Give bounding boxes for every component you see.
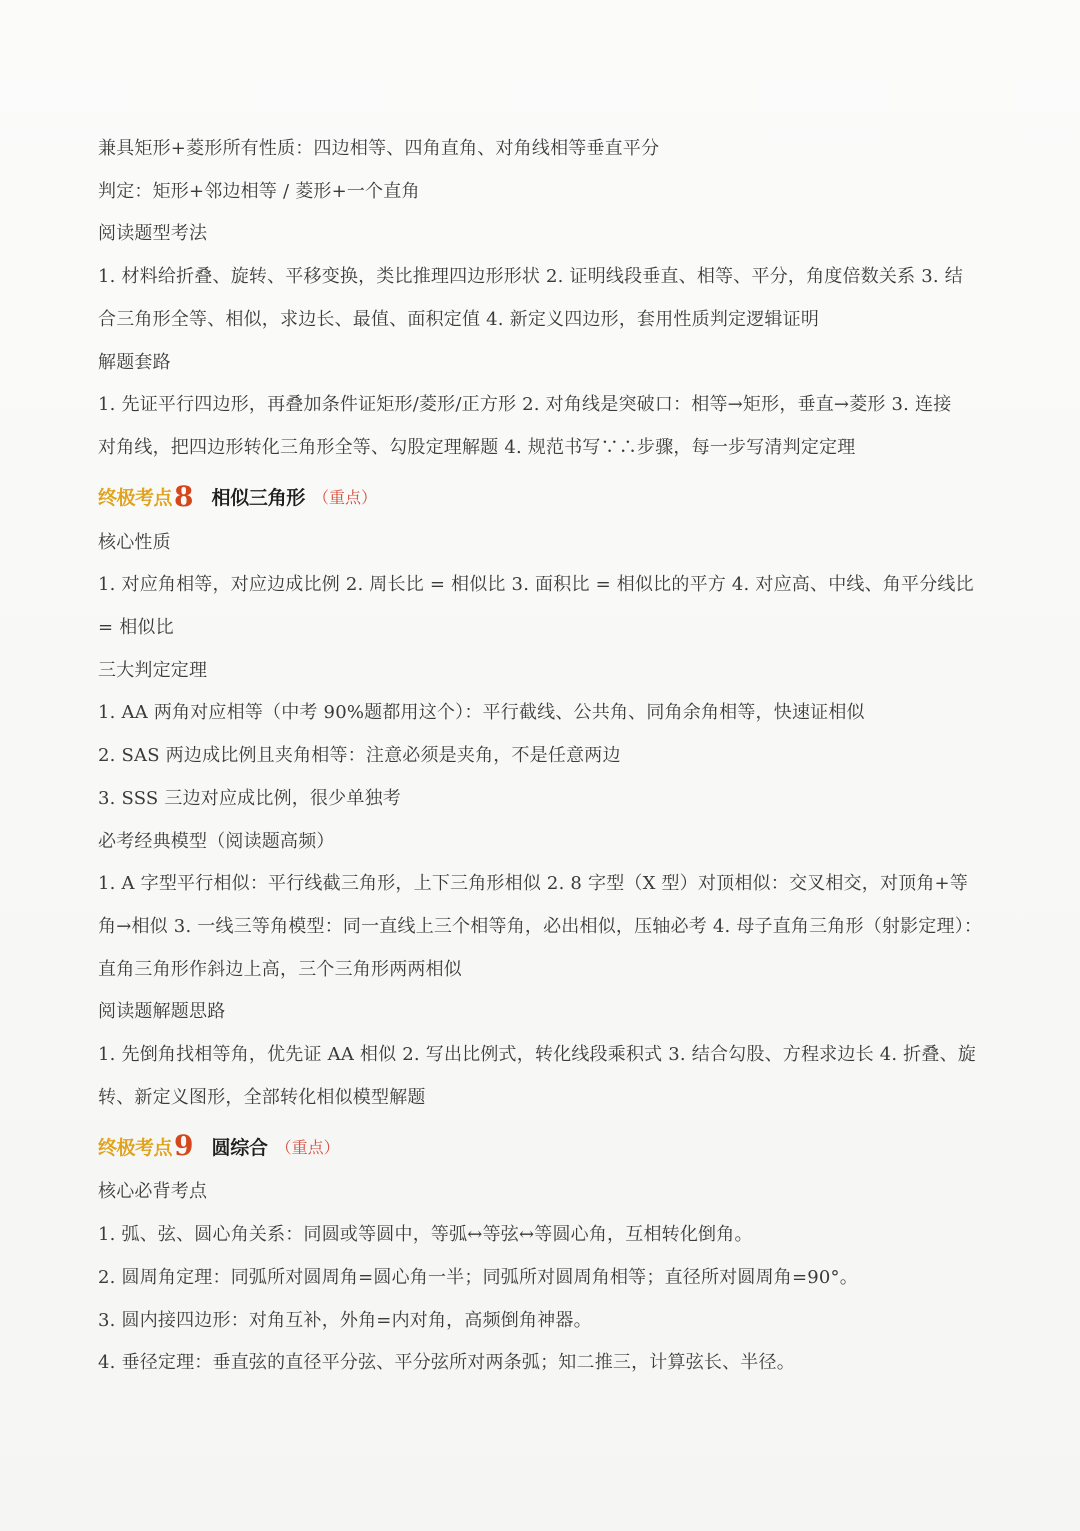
text-line: 角→相似 3. 一线三等角模型：同一直线上三个相等角，必出相似，压轴必考 4. 母子直角三角形（射影定理）： <box>98 915 983 937</box>
subheading: 阅读题型考法 <box>98 223 208 245</box>
text-line: 1. 先倒角找相等角，优先证 AA 相似 2. 写出比例式，转化线段乘积式 3. 结合勾股、方程求边长 4. 折叠、旋 <box>98 1044 976 1066</box>
point-tag: （重点） <box>275 1137 340 1157</box>
text-line: 1. AA 两角对应相等（中考 90%题都用这个）：平行截线、公共角、同角余角相等，快速证相似 <box>98 702 865 724</box>
text-line: 对角线，把四边形转化三角形全等、勾股定理解题 4. 规范书写∵∴步骤，每一步写清判定定理 <box>98 436 856 458</box>
document-content <box>98 128 988 1385</box>
subheading: 核心性质 <box>98 531 171 553</box>
text-line: 4. 垂径定理：垂直弦的直径平分弦、平分弦所对两条弧；知二推三，计算弦长、半径。 <box>98 1352 795 1374</box>
text-line: 2. SAS 两边成比例且夹角相等：注意必须是夹角，不是任意两边 <box>98 745 621 767</box>
point9-section <box>98 1171 988 1385</box>
text-line: 2. 圆周角定理：同弧所对圆周角=圆心角一半；同弧所对圆周角相等；直径所对圆周角=90°。 <box>98 1266 858 1288</box>
point-tag: （重点） <box>313 488 378 508</box>
text-line: = 相似比 <box>98 617 174 639</box>
text-line: 1. 对应角相等，对应边成比例 2. 周长比 = 相似比 3. 面积比 = 相似比的平方 4. 对应高、中线、角平分线比 <box>98 574 974 596</box>
text-line: 1. 弧、弦、圆心角关系：同圆或等圆中，等弧↔等弦↔等圆心角，互相转化倒角。 <box>98 1224 753 1246</box>
point-title: 相似三角形 <box>211 487 306 510</box>
point-prefix: 终极考点 <box>98 1136 173 1159</box>
subheading: 三大判定定理 <box>98 659 208 681</box>
point8-section <box>98 522 988 1120</box>
point8-heading <box>98 472 988 522</box>
text-line: 3. 圆内接四边形：对角互补，外角=内对角，高频倒角神器。 <box>98 1309 592 1331</box>
text-line: 合三角形全等、相似，求边长、最值、面积定值 4. 新定义四边形，套用性质判定逻辑证明 <box>98 308 820 330</box>
text-line: 判定：矩形+邻边相等 / 菱形+一个直角 <box>98 180 420 202</box>
text-line: 1. 材料给折叠、旋转、平移变换，类比推理四边形形状 2. 证明线段垂直、相等、平分，角度倍数关系 3. 结 <box>98 266 963 288</box>
text-line: 1. A 字型平行相似：平行线截三角形，上下三角形相似 2. 8 字型（X 型）对顶相似：交叉相交，对顶角+等 <box>98 873 969 895</box>
text-line: 转、新定义图形，全部转化相似模型解题 <box>98 1086 426 1108</box>
point-number: 8 <box>174 479 194 513</box>
subheading: 解题套路 <box>98 351 171 373</box>
text-line: 1. 先证平行四边形，再叠加条件证矩形/菱形/正方形 2. 对角线是突破口：相等→矩形，垂直→菱形 3. 连接 <box>98 394 952 416</box>
point-number: 9 <box>174 1129 194 1163</box>
text-line: 3. SSS 三边对应成比例，很少单独考 <box>98 787 401 809</box>
point9-heading <box>98 1121 988 1171</box>
text-line: 直角三角形作斜边上高，三个三角形两两相似 <box>98 958 462 980</box>
point-title: 圆综合 <box>211 1136 268 1159</box>
square-section <box>98 128 988 470</box>
subheading: 阅读题解题思路 <box>98 1001 226 1023</box>
text-line: 兼具矩形+菱形所有性质：四边相等、四角直角、对角线相等垂直平分 <box>98 138 660 159</box>
subheading: 核心必背考点 <box>98 1181 208 1203</box>
point-prefix: 终极考点 <box>98 487 173 510</box>
subheading: 必考经典模型（阅读题高频） <box>98 830 335 852</box>
